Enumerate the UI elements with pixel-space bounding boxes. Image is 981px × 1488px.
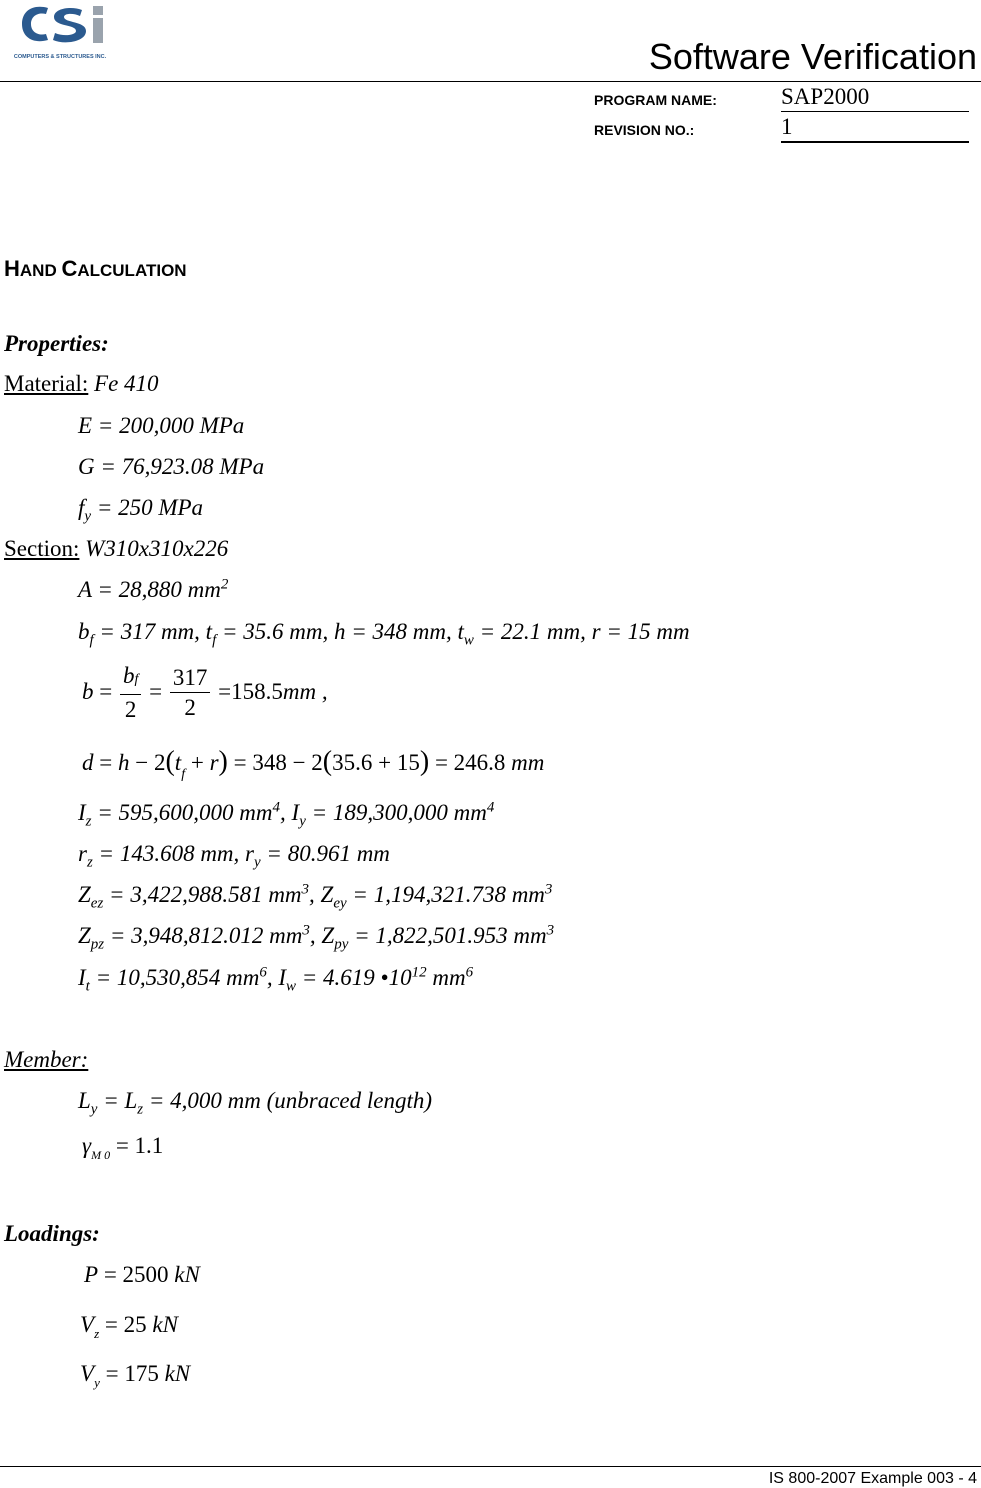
radius-of-gyration-line: $r_z = 143.608$ mm, $r_y = 80.961$ mm	[78, 841, 390, 871]
program-name-label: PROGRAM NAME:	[594, 92, 717, 108]
properties-title: Properties:	[4, 331, 109, 356]
elastic-modulus-line: $Z_{ez} = 3,422,988.581$ $mm^3$, $Z_{ey} = 1,194,321.738$ $mm^3$	[78, 881, 553, 912]
material-line: Material: Fe 410	[4, 371, 159, 396]
shear-y: $V_y = 175$ kN	[80, 1361, 191, 1390]
partial-safety-factor: $\gamma_{M 0} = 1.1$	[82, 1133, 164, 1162]
torsion-warping-line: $I_t = 10,530,854$ $mm^6$, $I_w = 4.619$ $•10^{12}$ $mm^6$	[78, 964, 474, 995]
program-name-underline	[781, 111, 969, 112]
plastic-modulus-line: $Z_{pz} = 3,948,812.012$ $mm^3$, $Z_{py} = 1,822,501.953$ $mm^3$	[78, 922, 555, 953]
document-title: Software Verification	[648, 36, 977, 77]
loadings-title: Loadings:	[4, 1221, 100, 1246]
e-modulus: E = 200,000 MPa	[78, 413, 245, 438]
footer-page-label: IS 800-2007 Example 003 - 4	[768, 1470, 977, 1487]
equation-d: $d = h - 2(t_f + r) = 348 - 2(35.6 + 15) = 246.8$ mm	[82, 746, 545, 782]
csi-logo-icon	[4, 0, 116, 64]
equation-b: b = $\frac{bf}{2}$ = $\frac{317}{2}$ =158.5mm ,	[82, 662, 328, 725]
footer-divider	[0, 1466, 981, 1467]
moment-of-inertia-line: $I_z = 595,600,000$ $mm^4$, $I_y = 189,300,000$ $mm^4$	[78, 799, 495, 830]
svg-text:COMPUTERS & STRUCTURES INC.: COMPUTERS & STRUCTURES INC.	[13, 54, 107, 60]
g-modulus: G = 76,923.08 MPa	[78, 454, 265, 479]
axial-load: P = 2500 kN	[84, 1262, 200, 1287]
shear-z: $V_z = 25$ kN	[80, 1312, 178, 1341]
area-line: A = 28,880 $mm^2$	[78, 576, 229, 602]
yield-strength: $f_y = 250$ MPa	[78, 495, 204, 525]
dimensions-line: $b_f = 317$ mm, $t_f = 35.6$ mm, h = 348 mm, $t_w = 22.1$ mm, r = 15 mm	[78, 619, 690, 649]
section-line: Section: W310x310x226	[4, 536, 229, 561]
revision-no-label: REVISION NO.:	[594, 122, 695, 138]
program-name-value: SAP2000	[781, 84, 870, 109]
fraction-317-over-2: $\frac{317}{2}$	[170, 664, 211, 723]
header-divider	[0, 81, 981, 82]
member-title: Member:	[4, 1047, 89, 1072]
revision-no-underline	[781, 141, 969, 143]
csi-logo	[4, 0, 116, 64]
unbraced-length-line: $L_y = L_z = 4,000$ mm (unbraced length)	[78, 1088, 433, 1118]
fraction-bf-over-2: $\frac{bf}{2}$	[120, 662, 141, 725]
section-heading: HAND CALCULATION	[4, 256, 187, 281]
revision-no-value: 1	[781, 114, 793, 139]
